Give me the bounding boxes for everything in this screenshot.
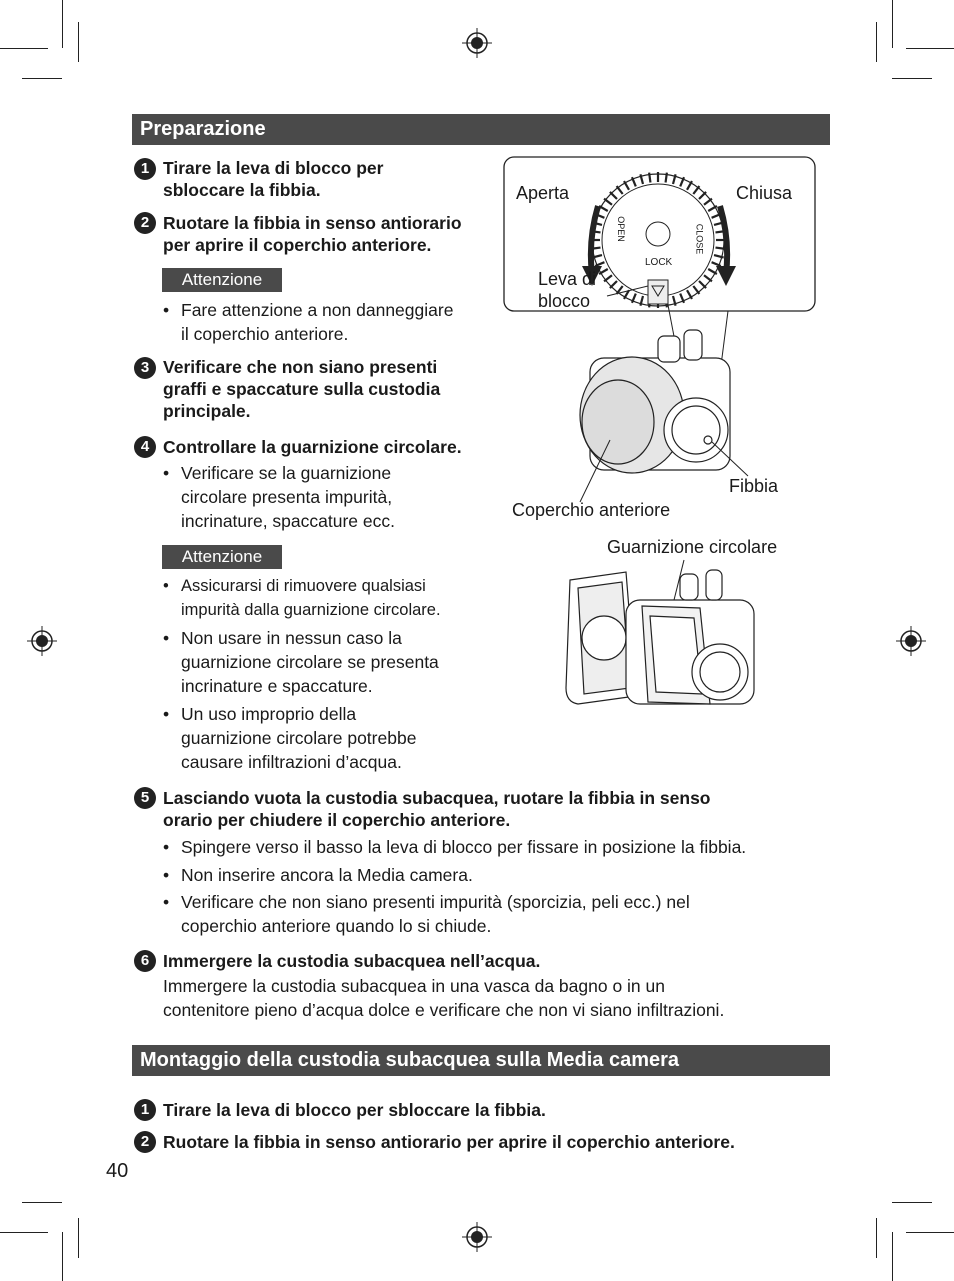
registration-mark-bottom [462, 1222, 492, 1252]
step-5-bullet-3: • Verificare che non siano presenti impurità (sporcizia, peli ecc.) nel coperchio anteriore quando lo si chiude. [181, 890, 690, 938]
gear-tooth [716, 248, 726, 249]
step-4-bullet: • Verificare se la guarnizione circolare presenta impurità, incrinature, spaccature ecc. [181, 461, 395, 533]
step-5-bullet-2: • Non inserire ancora la Media camera. [181, 863, 473, 887]
step-number-3: 3 [134, 357, 156, 379]
section2-step-1-text: Tirare la leva di blocco per sbloccare la fibbia. [163, 1100, 546, 1120]
step-6-text: Immergere la custodia subacquea nell’acqua. [163, 951, 541, 971]
attention-badge-2: Attenzione [162, 545, 282, 569]
step-4-attention-bullet-2: • Non usare in nessun caso la guarnizione circolare se presenta incrinature e spaccature. [181, 626, 439, 698]
step-1-text: Tirare la leva di blocco per sbloccare la fibbia. [163, 158, 384, 200]
section2-step-2-text: Ruotare la fibbia in senso antiorario per aprire il coperchio anteriore. [163, 1132, 735, 1152]
registration-mark-left [27, 626, 57, 656]
step-5-text: Lasciando vuota la custodia subacquea, ruotare la fibbia in senso orario per chiudere il coperchio anteriore. [163, 788, 711, 830]
step-3-text: Verificare che non siano presenti graffi e spaccature sulla custodia principale. [163, 357, 441, 421]
step-number-2: 2 [134, 212, 156, 234]
step-number-6: 6 [134, 950, 156, 972]
label-fibbia: Fibbia [729, 476, 779, 496]
step-6-body: Immergere la custodia subacquea in una vasca da bagno o in un contenitore pieno d’acqua dolce e verificare che non vi siano infiltrazioni. [163, 976, 725, 1020]
label-chiusa: Chiusa [736, 183, 793, 203]
step-4-attention-bullet-3: • Un uso improprio della guarnizione circolare potrebbe causare infiltrazioni d’acqua. [181, 702, 416, 774]
step-2-text: Ruotare la fibbia in senso antiorario per aprire il coperchio anteriore. [163, 213, 462, 255]
open-housing-illustration [560, 556, 770, 716]
page-number: 40 [106, 1160, 129, 1182]
label-lock: LOCK [645, 257, 673, 268]
step-number-1: 1 [134, 158, 156, 180]
step-4-attention-bullet-1: • Assicurarsi di rimuovere qualsiasi impurità dalla guarnizione circolare. [181, 574, 441, 622]
step-4-text: Controllare la guarnizione circolare. [163, 437, 462, 457]
label-guarnizione-circolare: Guarnizione circolare [607, 537, 778, 557]
registration-mark-top [462, 28, 492, 58]
label-aperta: Aperta [516, 183, 570, 203]
label-close: CLOSE [694, 223, 705, 255]
attention-badge: Attenzione [162, 268, 282, 292]
gear-tooth [649, 173, 650, 183]
housing-dial-illustration [500, 150, 830, 530]
section2-step-number-1: 1 [134, 1099, 156, 1121]
lock-lever [648, 280, 668, 304]
step-number-4: 4 [134, 436, 156, 458]
gear-tooth [666, 173, 667, 183]
registration-mark-right [896, 626, 926, 656]
step-5-bullet-1: • Spingere verso il basso la leva di blocco per fissare in posizione la fibbia. [181, 835, 746, 859]
step-number-5: 5 [134, 787, 156, 809]
step-2-bullet: • Fare attenzione a non danneggiare il coperchio anteriore. [181, 298, 453, 346]
housing-body [580, 330, 730, 473]
section2-step-number-2: 2 [134, 1131, 156, 1153]
section-title-preparazione: Preparazione [132, 114, 830, 145]
label-open: OPEN [615, 216, 626, 242]
label-leva-di-blocco: Leva di blocco [538, 269, 597, 311]
label-coperchio-anteriore: Coperchio anteriore [512, 500, 671, 520]
section-title-montaggio: Montaggio della custodia subacquea sulla Media camera [132, 1045, 830, 1076]
